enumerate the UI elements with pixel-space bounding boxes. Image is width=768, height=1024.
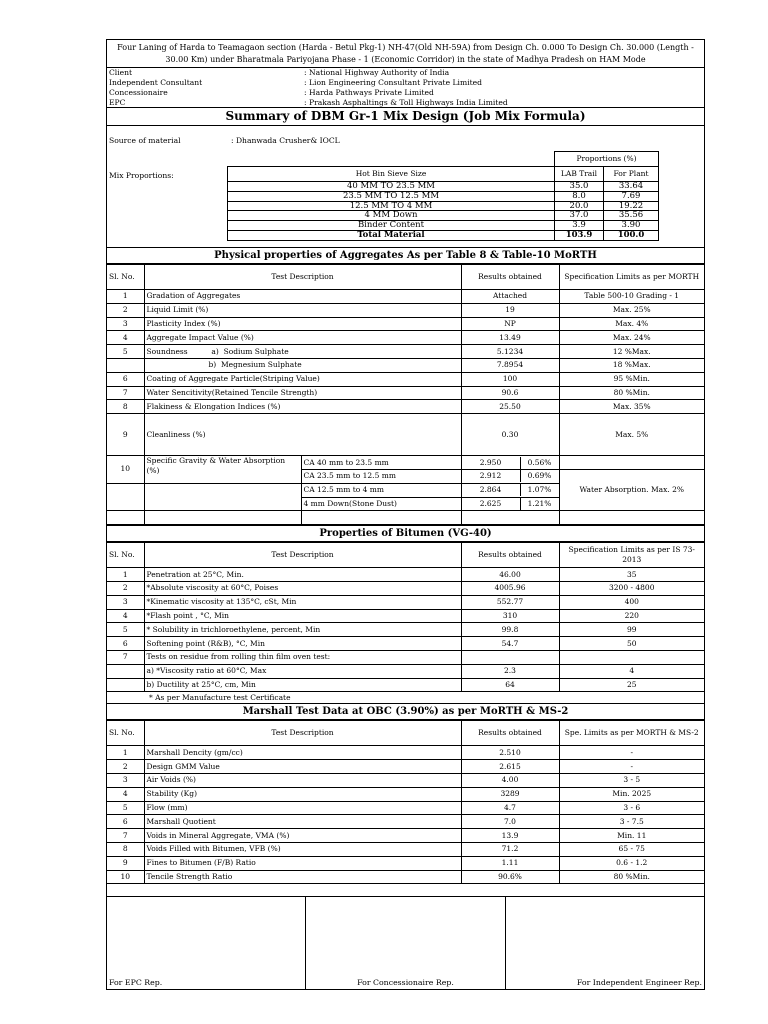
row-spec: 4 bbox=[559, 664, 704, 678]
row-spec: Min. 11 bbox=[559, 829, 704, 843]
specific-gravity: 2.912 bbox=[462, 470, 521, 482]
col-description: Test Description bbox=[144, 265, 461, 290]
row-result: 46.00 bbox=[461, 568, 559, 582]
sg-row bbox=[107, 456, 704, 470]
row-description: Water Sencitivity(Retained Tencile Strength) bbox=[144, 386, 461, 400]
row-result: 25.50 bbox=[461, 400, 559, 414]
specific-gravity: 2.864 bbox=[462, 484, 521, 496]
row-result: Attached bbox=[461, 290, 559, 304]
row-spec: 99 bbox=[559, 623, 704, 637]
row-number: 5 bbox=[107, 801, 144, 815]
water-absorption: 1.07% bbox=[527, 485, 552, 495]
row-result: 4005.96 bbox=[461, 581, 559, 595]
project-info bbox=[107, 68, 704, 108]
marshall-table bbox=[107, 720, 704, 884]
mix-row bbox=[228, 230, 659, 240]
row-number: 9 bbox=[107, 414, 144, 456]
row-result: 4.7 bbox=[461, 801, 559, 815]
source-key: Source of material bbox=[109, 136, 181, 145]
row-result: 2.3 bbox=[461, 664, 559, 678]
row-description: Tencile Strength Ratio bbox=[144, 870, 461, 884]
row-description: a) *Viscosity ratio at 60°C, Max bbox=[144, 664, 461, 678]
plant-value: 33.64 bbox=[604, 182, 659, 192]
sg-material: CA 40 mm to 23.5 mm bbox=[301, 456, 461, 470]
row-result: 3289 bbox=[461, 787, 559, 801]
info-value: : Prakash Asphaltings & Toll Highways India Limited bbox=[304, 98, 508, 107]
row-result: 90.6 bbox=[461, 386, 559, 400]
sieve-size: 40 MM TO 23.5 MM bbox=[228, 182, 555, 192]
row-description: *Flash point , °C, Min bbox=[144, 609, 461, 623]
table-row bbox=[107, 787, 704, 801]
col-results: Results obtained bbox=[461, 543, 559, 568]
mix-proportions bbox=[107, 151, 704, 243]
row-result: 90.6% bbox=[461, 870, 559, 884]
row-result: 99.8 bbox=[461, 623, 559, 637]
table-row bbox=[107, 815, 704, 829]
row-spec: Max. 35% bbox=[559, 400, 704, 414]
row-number: 2 bbox=[107, 581, 144, 595]
row-spec: Max. 5% bbox=[559, 414, 704, 456]
row-spec: 3 - 5 bbox=[559, 773, 704, 787]
row-description: Penetration at 25°C, Min. bbox=[144, 568, 461, 582]
plant-header: For Plant bbox=[604, 167, 659, 182]
row-result: 0.30 bbox=[461, 414, 559, 456]
table-row bbox=[107, 358, 704, 372]
row-spec: 95 %Min. bbox=[559, 372, 704, 386]
row-description: Gradation of Aggregates bbox=[144, 290, 461, 304]
row-result: 2.510 bbox=[461, 746, 559, 760]
mix-table bbox=[227, 151, 659, 241]
sg-results bbox=[461, 483, 559, 497]
aggregates-table bbox=[107, 264, 704, 525]
row-description: Specific Gravity & Water Absorption (%) bbox=[144, 456, 301, 484]
row-spec: 0.6 - 1.2 bbox=[559, 856, 704, 870]
water-absorption: 1.21% bbox=[527, 498, 552, 508]
page-title: Summary of DBM Gr-1 Mix Design (Job Mix Formula) bbox=[107, 107, 704, 126]
row-description: *Kinematic viscosity at 135°C, cSt, Min bbox=[144, 595, 461, 609]
row-result: 13.49 bbox=[461, 331, 559, 345]
mix-label: Mix Proportions: bbox=[109, 171, 174, 180]
signature-epc: For EPC Rep. bbox=[107, 897, 306, 989]
table-row bbox=[107, 637, 704, 651]
row-result: 54.7 bbox=[461, 637, 559, 651]
specific-gravity: 2.950 bbox=[462, 457, 521, 469]
row-spec: 50 bbox=[559, 637, 704, 651]
col-results: Results obtained bbox=[461, 265, 559, 290]
col-sl-no: Sl. No. bbox=[107, 265, 144, 290]
row-spec: Min. 2025 bbox=[559, 787, 704, 801]
row-number bbox=[107, 664, 144, 678]
row-result: 71.2 bbox=[461, 842, 559, 856]
row-result: 2.615 bbox=[461, 760, 559, 774]
row-number: 8 bbox=[107, 400, 144, 414]
plant-value: 7.69 bbox=[604, 191, 659, 201]
table-row bbox=[107, 650, 704, 664]
row-spec: 3 - 6 bbox=[559, 801, 704, 815]
table-row bbox=[107, 345, 704, 359]
table-row bbox=[107, 746, 704, 760]
row-spec: 220 bbox=[559, 609, 704, 623]
water-absorption: 0.69% bbox=[527, 471, 552, 481]
row-spec bbox=[559, 650, 704, 664]
row-spec: Water Absorption. Max. 2% bbox=[559, 469, 704, 510]
mix-row bbox=[228, 211, 659, 221]
row-description: Fines to Bitumen (F/B) Ratio bbox=[144, 856, 461, 870]
row-result: 5.1234 bbox=[461, 345, 559, 359]
row-spec: Table 500-10 Grading - 1 bbox=[559, 290, 704, 304]
signature-engineer: For Independent Engineer Rep. bbox=[576, 978, 702, 988]
table-row bbox=[107, 801, 704, 815]
mix-design-sheet bbox=[106, 39, 705, 990]
row-number: 3 bbox=[107, 317, 144, 331]
sg-results bbox=[461, 497, 559, 511]
spacer-row bbox=[107, 511, 704, 525]
signature-block bbox=[107, 896, 704, 989]
col-spec: Spe. Limits as per MORTH & MS-2 bbox=[559, 721, 704, 746]
table-row bbox=[107, 372, 704, 386]
row-description: Stability (Kg) bbox=[144, 787, 461, 801]
table-row bbox=[107, 842, 704, 856]
project-header: Four Laning of Harda to Teamagaon section (Harda - Betul Pkg-1) NH-47(Old NH-59A) from Design Ch. 0.000 To Design Ch. 30.000 (Length - 30.00 Km) under Bharatmala Pariyojana Phase - 1 (Economic Corridor) in the state of Madhya Pradesh on HAM Mode bbox=[107, 40, 704, 68]
row-result: 310 bbox=[461, 609, 559, 623]
row-number bbox=[107, 678, 144, 692]
row-description: Softening point (R&B), °C, Min bbox=[144, 637, 461, 651]
sg-results bbox=[461, 469, 559, 483]
info-key: Independent Consultant bbox=[109, 78, 203, 87]
row-description: Flakiness & Elongation Indices (%) bbox=[144, 400, 461, 414]
row-description: Marshall Quotient bbox=[144, 815, 461, 829]
plant-value: 35.56 bbox=[604, 211, 659, 221]
table-row bbox=[107, 568, 704, 582]
row-result: 1.11 bbox=[461, 856, 559, 870]
table-row bbox=[107, 623, 704, 637]
row-spec: 3 - 7.5 bbox=[559, 815, 704, 829]
table-row bbox=[107, 414, 704, 456]
mix-row bbox=[228, 182, 659, 192]
col-results: Results obtained bbox=[461, 721, 559, 746]
row-result: 7.0 bbox=[461, 815, 559, 829]
row-description: Cleanliness (%) bbox=[144, 414, 461, 456]
info-consultant bbox=[109, 78, 702, 88]
row-number: 4 bbox=[107, 787, 144, 801]
row-number: 1 bbox=[107, 746, 144, 760]
row-result: 64 bbox=[461, 678, 559, 692]
info-value: : National Highway Authority of India bbox=[304, 68, 450, 77]
row-number: 6 bbox=[107, 637, 144, 651]
sieve-size: Total Material bbox=[228, 230, 555, 240]
table-row bbox=[107, 856, 704, 870]
sieve-header: Hot Bin Sieve Size bbox=[228, 167, 555, 182]
row-number: 6 bbox=[107, 372, 144, 386]
row-number bbox=[107, 483, 144, 511]
source-of-material bbox=[107, 126, 704, 151]
plant-value: 3.90 bbox=[604, 221, 659, 231]
row-number: 4 bbox=[107, 331, 144, 345]
bitumen-table bbox=[107, 542, 704, 692]
row-description: b) Megnesium Sulphate bbox=[144, 358, 461, 372]
row-description: Design GMM Value bbox=[144, 760, 461, 774]
row-spec: 3200 - 4800 bbox=[559, 581, 704, 595]
sieve-size: 4 MM Down bbox=[228, 211, 555, 221]
row-number: 1 bbox=[107, 568, 144, 582]
row-description: b) Ductility at 25°C, cm, Min bbox=[144, 678, 461, 692]
col-sl-no: Sl. No. bbox=[107, 543, 144, 568]
signature-concessionaire: For Concessionaire Rep. bbox=[306, 897, 505, 989]
col-description: Test Description bbox=[144, 543, 461, 568]
row-description: Air Voids (%) bbox=[144, 773, 461, 787]
row-spec: 35 bbox=[559, 568, 704, 582]
row-spec: 80 %Min. bbox=[559, 870, 704, 884]
row-number bbox=[107, 358, 144, 372]
mix-row bbox=[228, 201, 659, 211]
row-spec bbox=[559, 456, 704, 470]
table-row bbox=[107, 829, 704, 843]
row-result bbox=[461, 650, 559, 664]
table-row bbox=[107, 317, 704, 331]
row-number: 7 bbox=[107, 650, 144, 664]
mix-row bbox=[228, 221, 659, 231]
row-number: 9 bbox=[107, 856, 144, 870]
row-result: 552.77 bbox=[461, 595, 559, 609]
row-result: NP bbox=[461, 317, 559, 331]
row-spec: 400 bbox=[559, 595, 704, 609]
source-value: : Dhanwada Crusher& IOCL bbox=[231, 136, 340, 145]
sg-material: 4 mm Down(Stone Dust) bbox=[301, 497, 461, 511]
plant-value: 100.0 bbox=[604, 230, 659, 240]
bitumen-section-title: Properties of Bitumen (VG-40) bbox=[107, 525, 704, 542]
row-number: 1 bbox=[107, 290, 144, 304]
table-row bbox=[107, 386, 704, 400]
info-concessionaire bbox=[109, 88, 702, 98]
row-description: Tests on residue from rolling thin film oven test: bbox=[144, 650, 461, 664]
sieve-size: Binder Content bbox=[228, 221, 555, 231]
col-description: Test Description bbox=[144, 721, 461, 746]
row-spec: 25 bbox=[559, 678, 704, 692]
lab-value: 37.0 bbox=[555, 211, 604, 221]
info-key: Concessionaire bbox=[109, 88, 168, 97]
row-description: Soundness a) Sodium Sulphate bbox=[144, 345, 461, 359]
row-spec: - bbox=[559, 760, 704, 774]
lab-value: 20.0 bbox=[555, 201, 604, 211]
col-spec: Specification Limits as per MORTH bbox=[559, 265, 704, 290]
specific-gravity: 2.625 bbox=[462, 498, 521, 510]
table-row bbox=[107, 290, 704, 304]
row-result: 19 bbox=[461, 303, 559, 317]
row-description: Marshall Dencity (gm/cc) bbox=[144, 746, 461, 760]
row-description: *Absolute viscosity at 60°C, Poises bbox=[144, 581, 461, 595]
row-description: Aggregate Impact Value (%) bbox=[144, 331, 461, 345]
row-number: 7 bbox=[107, 386, 144, 400]
mix-row bbox=[228, 191, 659, 201]
table-row bbox=[107, 303, 704, 317]
marshall-section-title: Marshall Test Data at OBC (3.90%) as per MoRTH & MS-2 bbox=[107, 703, 704, 720]
row-number: 6 bbox=[107, 815, 144, 829]
agg-section-title: Physical properties of Aggregates As per Table 8 & Table-10 MoRTH bbox=[107, 247, 704, 264]
table-row bbox=[107, 331, 704, 345]
table-row bbox=[107, 609, 704, 623]
table-row bbox=[107, 400, 704, 414]
water-absorption: 0.56% bbox=[527, 457, 552, 467]
row-description: Coating of Aggregate Particle(Striping Value) bbox=[144, 372, 461, 386]
row-number: 4 bbox=[107, 609, 144, 623]
row-description: Liquid Limit (%) bbox=[144, 303, 461, 317]
col-spec: Specification Limits as per IS 73-2013 bbox=[559, 543, 704, 568]
table-row bbox=[107, 773, 704, 787]
row-spec: 80 %Min. bbox=[559, 386, 704, 400]
lab-value: 35.0 bbox=[555, 182, 604, 192]
manufacturer-note: * As per Manufacture test Certificate bbox=[149, 693, 291, 703]
row-number: 10 bbox=[107, 870, 144, 884]
row-description: Flow (mm) bbox=[144, 801, 461, 815]
row-number: 2 bbox=[107, 760, 144, 774]
sg-material: CA 12.5 mm to 4 mm bbox=[301, 483, 461, 497]
row-result: 4.00 bbox=[461, 773, 559, 787]
lab-header: LAB Trail bbox=[555, 167, 604, 182]
col-sl-no: Sl. No. bbox=[107, 721, 144, 746]
row-description: Plasticity Index (%) bbox=[144, 317, 461, 331]
row-description: Voids in Mineral Aggregate, VMA (%) bbox=[144, 829, 461, 843]
table-row bbox=[107, 664, 704, 678]
table-row bbox=[107, 870, 704, 884]
info-key: Client bbox=[109, 68, 133, 77]
sieve-size: 23.5 MM TO 12.5 MM bbox=[228, 191, 555, 201]
lab-value: 103.9 bbox=[555, 230, 604, 240]
sieve-size: 12.5 MM TO 4 MM bbox=[228, 201, 555, 211]
row-spec: Max. 25% bbox=[559, 303, 704, 317]
table-row bbox=[107, 595, 704, 609]
sg-results bbox=[461, 456, 559, 470]
row-description bbox=[144, 483, 301, 511]
table-row bbox=[107, 678, 704, 692]
row-number: 2 bbox=[107, 303, 144, 317]
row-number: 5 bbox=[107, 623, 144, 637]
proportions-header: Proportions (%) bbox=[555, 152, 659, 167]
row-description: * Solubility in trichloroethylene, percent, Min bbox=[144, 623, 461, 637]
row-spec: Max. 24% bbox=[559, 331, 704, 345]
row-number: 7 bbox=[107, 829, 144, 843]
row-number: 8 bbox=[107, 842, 144, 856]
info-key: EPC bbox=[109, 98, 126, 107]
table-row bbox=[107, 581, 704, 595]
info-value: : Harda Pathways Private Limited bbox=[304, 88, 434, 97]
row-result: 7.8954 bbox=[461, 358, 559, 372]
row-number: 3 bbox=[107, 595, 144, 609]
plant-value: 19.22 bbox=[604, 201, 659, 211]
row-number: 3 bbox=[107, 773, 144, 787]
row-number: 10 bbox=[107, 456, 144, 484]
row-spec: - bbox=[559, 746, 704, 760]
row-spec: 12 %Max. bbox=[559, 345, 704, 359]
row-result: 100 bbox=[461, 372, 559, 386]
info-client bbox=[109, 68, 702, 78]
row-spec: Max. 4% bbox=[559, 317, 704, 331]
table-row bbox=[107, 760, 704, 774]
sg-material: CA 23.5 mm to 12.5 mm bbox=[301, 469, 461, 483]
row-result: 13.9 bbox=[461, 829, 559, 843]
lab-value: 8.0 bbox=[555, 191, 604, 201]
row-description: Voids Filled with Bitumen, VFB (%) bbox=[144, 842, 461, 856]
row-spec: 65 - 75 bbox=[559, 842, 704, 856]
row-spec: 18 %Max. bbox=[559, 358, 704, 372]
info-value: : Lion Engineering Consultant Private Limited bbox=[304, 78, 483, 87]
row-number: 5 bbox=[107, 345, 144, 359]
lab-value: 3.9 bbox=[555, 221, 604, 231]
